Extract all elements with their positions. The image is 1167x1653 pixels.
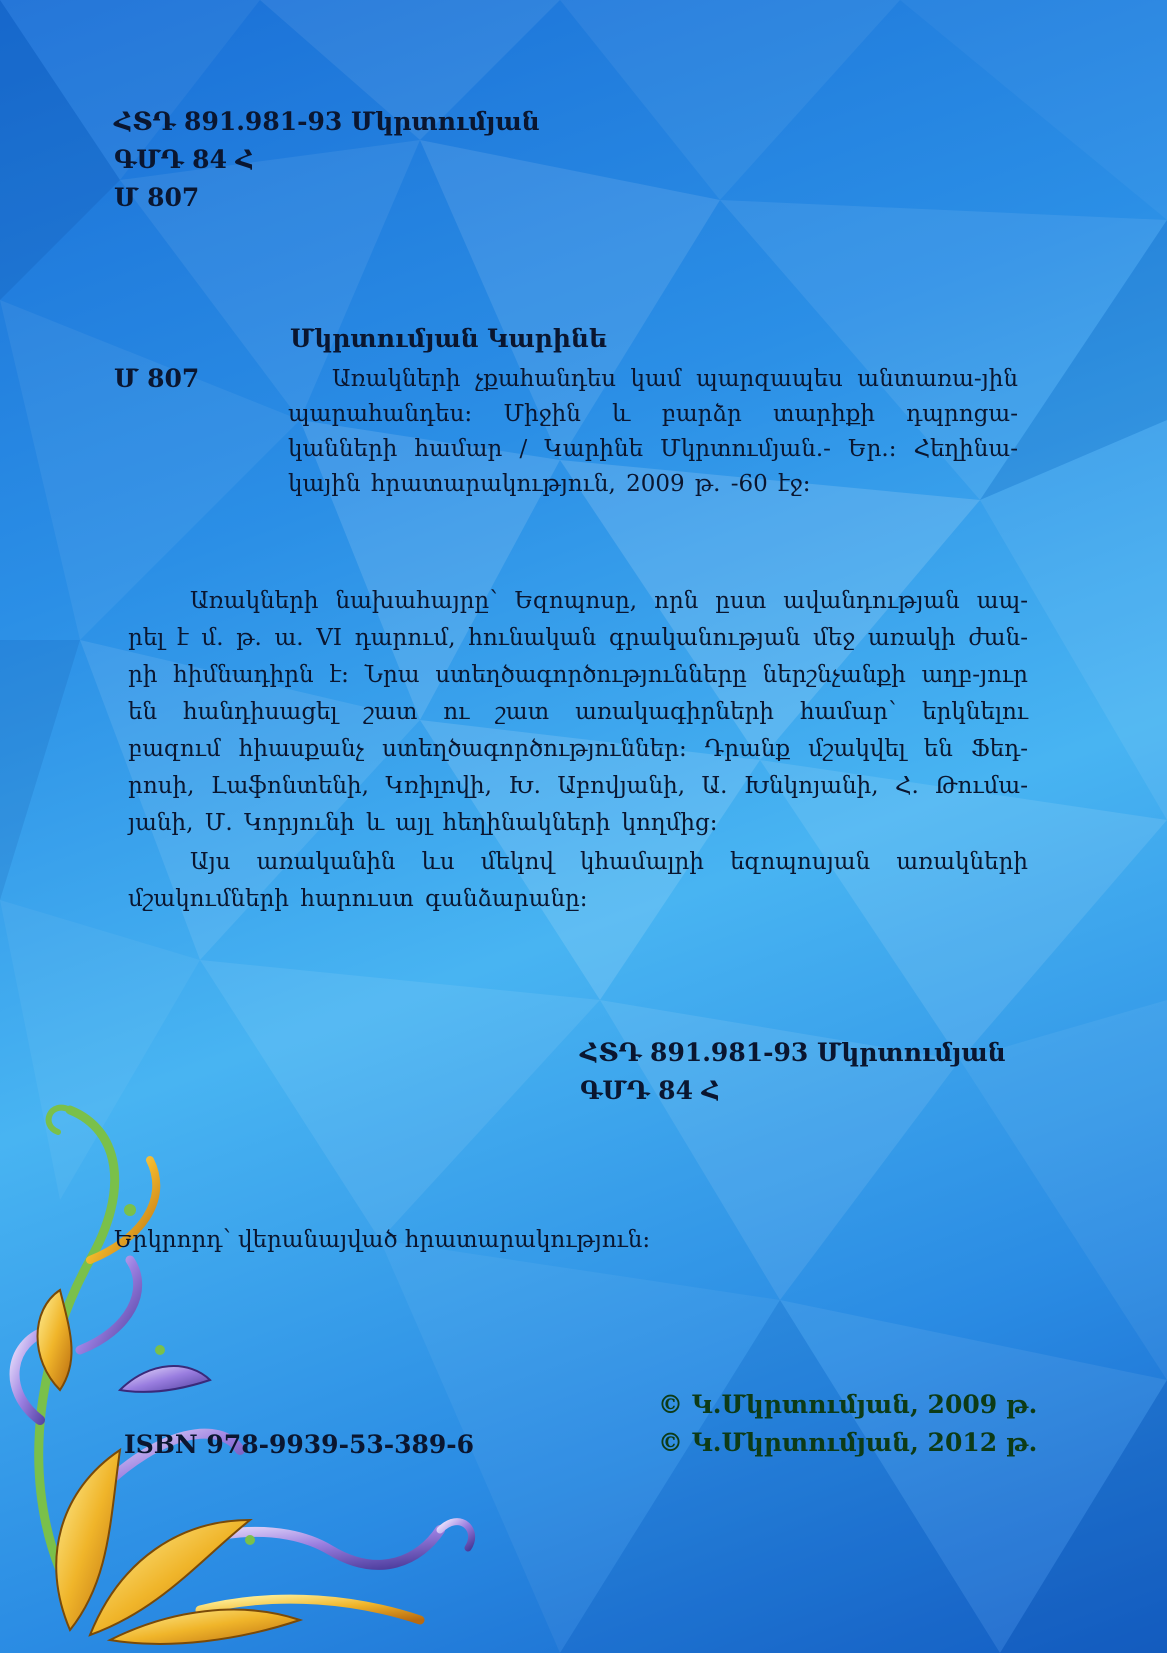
index-bottom-bbk-line: ԳՄԴ 84 Հ [580,1076,721,1105]
edition-note: Երկրորդ՝ վերանայված հրատարակություն: [114,1227,651,1253]
annotation-paragraph-2: Այս առականին ևս մեկով կհամալրի եզոպոսյան առակների մշակումների հարուստ գանձարանը: [128,849,1028,912]
copyright-2009: © Կ.Մկրտումյան, 2009 թ. [658,1390,1038,1419]
isbn: ISBN 978-9939-53-389-6 [124,1430,475,1459]
catalog-author: Մկրտումյան Կարինե [290,324,608,353]
floral-ornament [0,1090,520,1653]
index-bottom-udc-line: ՀՏԴ 891.981-93 Մկրտումյան [580,1038,1006,1067]
annotation-paragraph-1: Առակների նախահայրը՝ Եզոպոսը, որն ըստ ավանդության ապ-րել է մ. թ. ա. VI դարում, հունական գրականության մեջ առակի ժան-րի հիմնադիրն է: Նրա ստեղծագործությունները ներշնչանքի աղբ-յուր են հանդիսացել շատ ու շատ առակագիրների համար՝ երկնելու բազում հիասքանչ ստեղծագործություններ: Դրանք մշակվել են Ֆեդ-րոսի, Լաֆոնտենի, Կռիլովի, Խ. Աբովյանի, Ա. Խնկոյանի, Հ. Թումա-յանի, Մ. Կորյունի և այլ հեղինակների կողմից: [128,588,1028,836]
index-author-sign: Մ 807 [114,183,200,212]
catalog-description: Առակների չքահանդես կամ պարզապես անտառա-յին պարահանդես: Միջին և բարձր տարիքի դպրոցա-կանների համար / Կարինե Մկրտումյան.- Եր.: Հեղինա-կային հրատարակություն, 2009 թ. -60 էջ: [288,366,1018,497]
index-udc-line: ՀՏԴ 891.981-93 Մկրտումյան [114,107,540,136]
catalog-code: Մ 807 [114,364,200,393]
index-bbk-line: ԳՄԴ 84 Հ [114,145,255,174]
copyright-2012: © Կ.Մկրտումյան, 2012 թ. [658,1428,1038,1457]
